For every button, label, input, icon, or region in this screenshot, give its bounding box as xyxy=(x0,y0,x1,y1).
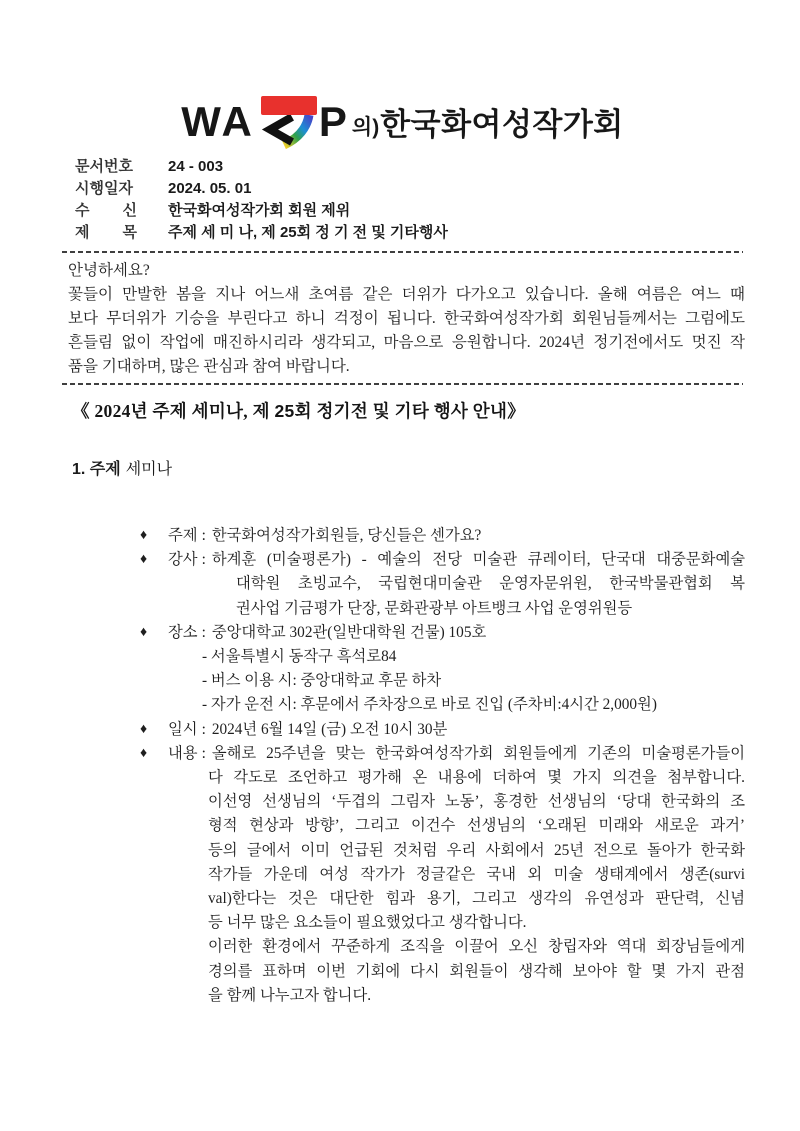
subject-number: 25 xyxy=(279,224,297,241)
content-line: 경의를 표하며 이번 기회에 다시 회원들이 생각해 보아야 할 몇 가지 관점 xyxy=(208,962,745,980)
subject-row xyxy=(75,222,745,244)
dashed-divider-top xyxy=(62,251,743,253)
datetime-label: 일시 xyxy=(168,720,198,738)
subject-label: 제 목 xyxy=(75,224,137,241)
org-logo-row xyxy=(181,90,624,144)
diamond-bullet-icon: ♦ xyxy=(140,552,148,568)
colon-separator: : xyxy=(201,623,206,641)
notice-title-post: 회 정기전 및 기타 행사 안내》 xyxy=(294,401,525,421)
colon-separator: : xyxy=(201,720,206,738)
content-line: val)한다는 것은 대단한 힘과 용기, 그리고 생각의 유연성과 판단력, 신념 xyxy=(208,890,745,908)
logo-letter-p: P xyxy=(318,98,350,145)
content-line: 등의 글에서 이미 언급된 것처럼 우리 사회에서 25년 전으로 돌아가 한국화 xyxy=(208,841,745,859)
diamond-bullet-icon: ♦ xyxy=(140,721,148,737)
diamond-bullet-icon: ♦ xyxy=(140,624,148,640)
logo-letters-wa: WA xyxy=(181,98,255,145)
greeting-line: 품을 기대하며, 많은 관심과 참여 바랍니다. xyxy=(68,358,350,375)
content-line: 이선영 선생님의 ‘두겹의 그림자 노동’, 홍경한 선생님의 ‘당대 한국화의 조 xyxy=(208,793,745,811)
lecturer-line: 대학원 초빙교수, 국립현대미술관 운영자문위원, 한국박물관협회 복 xyxy=(236,575,745,593)
lecturer-row xyxy=(140,548,745,572)
subject-post: 회 정 기 전 및 기타행사 xyxy=(296,224,448,241)
venue-parking-info: - 자가 운전 시: 후문에서 주차장으로 바로 진입 (주차비:4시간 2,000원) xyxy=(202,696,657,714)
issue-date-value: 2024. 05. 01 xyxy=(168,180,252,197)
colon-separator: : xyxy=(201,551,206,569)
content-line: 등 너무 많은 요소들이 필요했었다고 생각합니다. xyxy=(208,914,527,932)
venue-text: 중앙대학교 302관(일반대학원 건물) 105호 xyxy=(211,623,487,641)
content-line: 이러한 환경에서 꾸준하게 조직을 이끌어 오신 창립자와 역대 회장님들에게 xyxy=(208,938,745,956)
recipient-row xyxy=(75,200,745,222)
diamond-bullet-icon: ♦ xyxy=(140,745,148,761)
topic-label: 주제 xyxy=(168,527,198,544)
recipient-value: 한국화여성작가회 회원 제위 xyxy=(168,202,351,219)
subject-value xyxy=(168,224,448,241)
content-label: 내용 xyxy=(168,744,198,762)
content-line: 올해로 25주년을 맞는 한국화여성작가회 회원들에게 기존의 미술평론가들이 xyxy=(211,744,745,762)
diamond-bullet-icon: ♦ xyxy=(140,528,148,543)
venue-bus-info: - 버스 이용 시: 중앙대학교 후문 하차 xyxy=(202,672,442,690)
greeting-paragraph xyxy=(60,259,745,379)
section-1-number-title: 1. 주제 xyxy=(72,461,121,478)
document-header xyxy=(60,156,745,244)
recipient-label: 수 신 xyxy=(75,202,137,219)
lecturer-label: 강사 xyxy=(168,551,198,569)
topic-text: 한국화여성작가회원들, 당신들은 센가요? xyxy=(211,527,482,544)
lecturer-line: 권사업 기금평가 단장, 문화관광부 아트뱅크 사업 운영위원등 xyxy=(236,599,633,617)
doc-number-value: 24 - 003 xyxy=(168,158,224,175)
logo-particle: 의) xyxy=(351,116,380,139)
venue-row xyxy=(140,621,745,645)
content-row xyxy=(140,742,745,766)
notice-title-pre: 《 2024년 주제 세미나, 제 xyxy=(72,401,275,421)
topic-row xyxy=(140,524,745,548)
logo-k-mark-icon xyxy=(256,96,318,150)
datetime-row xyxy=(140,718,745,742)
venue-address: - 서울특별시 동작구 흑석로84 xyxy=(202,648,397,666)
seminar-details-list xyxy=(140,524,745,1008)
doc-number-row xyxy=(75,156,745,178)
greeting-line: 보다 무더위가 기승을 부린다고 하니 걱정이 됩니다. 한국화여성작가회 회원님들께서는 그럼에도 xyxy=(68,310,745,327)
notice-title xyxy=(60,398,745,423)
content-line: 을 함께 나누고자 합니다. xyxy=(208,986,372,1004)
content-line: 다 각도로 조언하고 평가해 온 내용에 더하여 몇 가지 의견을 첨부합니다. xyxy=(208,769,745,787)
doc-number-label: 문서번호 xyxy=(75,158,133,175)
org-name: 한국화여성작가회 xyxy=(380,107,624,142)
notice-title-number: 25 xyxy=(274,401,295,421)
subject-pre: 주제 세 미 나, 제 xyxy=(168,224,280,241)
content-line: 형적 현상과 방향’, 그리고 이건수 선생님의 ‘오래된 미래와 새로운 과거’ xyxy=(208,817,745,835)
lecturer-line: 하계훈 (미술평론가) - 예술의 전당 미술관 큐레이터, 단국대 대중문화예술 xyxy=(211,551,745,569)
issue-date-label: 시행일자 xyxy=(75,180,133,197)
venue-label: 장소 xyxy=(168,623,198,641)
datetime-text: 2024년 6월 14일 (금) 오전 10시 30분 xyxy=(211,720,448,738)
colon-separator: : xyxy=(201,527,206,544)
greeting-line: 흔들림 없이 작업에 매진하시리라 생각되고, 마음으로 응원합니다. 2024년 정기전에서도 멋진 작 xyxy=(68,334,745,351)
section-1-heading xyxy=(60,456,745,479)
issue-date-row xyxy=(75,178,745,200)
section-1-subtitle: 세미나 xyxy=(125,461,173,478)
content-line: 작가들 가운데 여성 작가가 정글같은 국내 외 미술 생태계에서 생존(survi xyxy=(208,865,745,883)
org-logo xyxy=(60,88,745,144)
greeting-line: 꽃들이 만발한 봄을 지나 어느새 초여름 같은 더위가 다가오고 있습니다. 올해 여름은 여느 때 xyxy=(68,286,745,303)
colon-separator: : xyxy=(201,744,206,762)
dashed-divider-bottom xyxy=(62,383,743,385)
greeting-line: 안녕하세요? xyxy=(68,262,150,279)
